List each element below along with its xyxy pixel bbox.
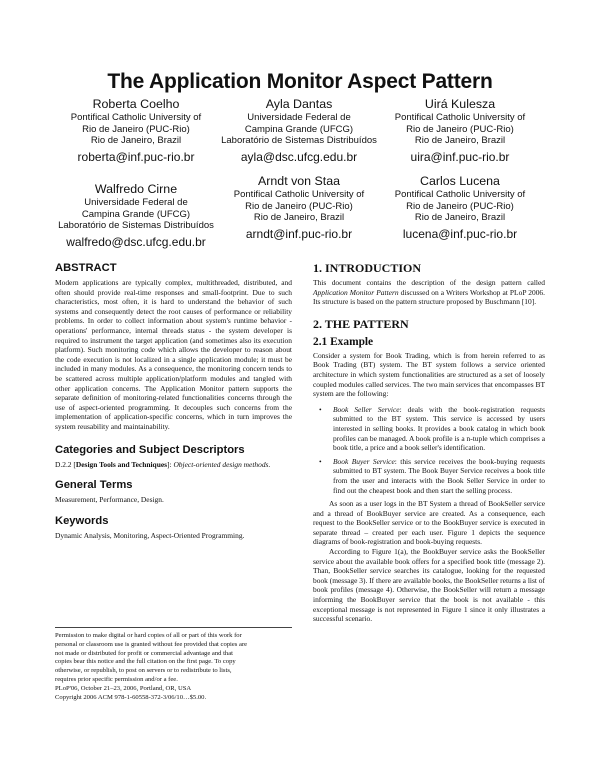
categories-italic: Object-oriented design methods. <box>173 459 271 469</box>
author-email[interactable]: uira@inf.puc-rio.br <box>410 149 510 164</box>
general-terms-heading: General Terms <box>55 479 133 492</box>
author-affiliation: Pontifical Catholic University of <box>233 189 365 200</box>
author-affiliation: Rio de Janeiro, Brazil <box>414 212 506 223</box>
left-column <box>55 262 292 540</box>
figure-paragraph: According to Figure 1(a), the BookBuyer service asks the BookSeller service about the available book offers for a specified book title (message 2). Than, BookSeller service searches its catalogue, looking for the requested book (message 3). If there are available books, the BookSeller returns a list of book profiles (message 4). Otherwise, the BookSeller will return a message informing the BookBuyer service that the book is not available - this exceptional message is not represented in Figure 1 since it only illustrates a successful scenario. <box>313 547 545 624</box>
copyright-line: PLoP'06, October 21–23, 2006, Portland, OR, USA <box>55 684 192 692</box>
intro-text-end: discussed on a Writers Workshop at PLoP 2006. Its structure is based on the pattern structure proposed by Buschmann [10]. <box>313 287 545 307</box>
author-name: Walfredo Cirne <box>94 182 178 196</box>
author-name: Ayla Dantas <box>265 97 333 111</box>
copyright-line: otherwise, or republish, to post on servers or to redistribute to lists, <box>55 667 232 675</box>
author-affiliation: Laboratório de Sistemas Distribuídos <box>58 220 214 231</box>
author-affiliation: Rio de Janeiro (PUC-Rio) <box>245 200 353 212</box>
copyright-line: personal or classroom use is granted without fee provided that copies are <box>55 640 248 648</box>
author-block <box>365 174 555 241</box>
bullet-icon: • <box>319 404 322 414</box>
categories-bold: Design Tools and Techniques <box>75 459 168 469</box>
service-description: : deals with the book-registration requests submitted to the BT system. This service is accessed by users interested in selling books. It provides a book catalog in which book profiles can be managed. A book profile is a n-tuple which comprises a book title, a price and a book seller's identification. <box>333 404 545 453</box>
author-affiliation: Universidade Federal de <box>247 112 351 123</box>
author-email[interactable]: ayla@dsc.ufcg.edu.br <box>240 149 358 164</box>
categories-sep: ]: <box>167 459 174 469</box>
keywords-heading: Keywords <box>55 514 109 527</box>
keywords-text: Dynamic Analysis, Monitoring, Aspect-Oriented Programming. <box>55 530 245 540</box>
list-item <box>313 405 545 453</box>
author-affiliation: Pontifical Catholic University of <box>394 112 526 123</box>
author-affiliation: Campina Grande (UFCG) <box>81 208 191 220</box>
author-affiliation: Rio de Janeiro, Brazil <box>414 135 506 146</box>
copyright-notice <box>55 627 292 702</box>
categories-heading: Categories and Subject Descriptors <box>55 443 245 456</box>
service-name: Book Seller Service <box>333 404 400 414</box>
author-affiliation: Campina Grande (UFCG) <box>244 123 354 135</box>
author-affiliation: Universidade Federal de <box>84 197 188 208</box>
paper-title: The Application Monitor Aspect Pattern <box>107 70 493 93</box>
intro-text-start: This document contains the description of the design pattern called <box>313 278 545 287</box>
intro-heading: 1. INTRODUCTION <box>313 261 422 275</box>
author-email[interactable]: arndt@inf.puc-rio.br <box>245 226 353 241</box>
intro-pattern-name: Application Monitor Pattern <box>313 287 399 297</box>
abstract-text: Modern applications are typically complex, multithreaded, distributed, and often should provide real-time responses and small-footprint. Due to such characteristics, most often, it is hard to understand the behavior of such systems and consequently detect the root causes of performance or reliability problems. In order to collect information about system's runtime behavior - operations' performance, internal threads status - the system developer is required to instrument the target application (and sometimes also its execution platform). Such monitoring code which allows the developer to reason about the code execution is not localized in a single application module; it must be included in many modules. As a consequence, the monitoring concern tends to be scattered across multiple application/platform modules and tangled with other application concerns. The Application Monitor pattern supports the separate definition of monitoring-related functionalities concerns through the use of aspect-oriented programming. It decouples such concerns from the implementation of application-specific concerns, which in turn improves the system reusability and maintainability. <box>55 278 292 431</box>
author-affiliation: Rio de Janeiro (PUC-Rio) <box>82 123 190 135</box>
author-email[interactable]: lucena@inf.puc-rio.br <box>402 226 518 241</box>
services-list <box>313 405 545 495</box>
categories-code: D.2.2 [ <box>55 459 76 469</box>
author-email[interactable]: walfredo@dsc.ufcg.edu.br <box>66 234 206 249</box>
copyright-line: not made or distributed for profit or commercial advantage and that <box>55 649 233 657</box>
intro-text <box>313 278 545 307</box>
general-terms-text: Measurement, Performance, Design. <box>55 495 164 505</box>
author-affiliation: Laboratório de Sistemas Distribuídos <box>221 135 377 146</box>
author-affiliation: Pontifical Catholic University of <box>394 189 526 200</box>
service-name: Book Buyer Service <box>333 456 395 466</box>
author-email[interactable]: roberta@inf.puc-rio.br <box>77 149 195 164</box>
example-heading: 2.1 Example <box>313 335 374 348</box>
copyright-line: requires prior specific permission and/or a fee. <box>55 675 178 683</box>
author-block <box>41 182 231 249</box>
author-affiliation: Rio de Janeiro, Brazil <box>90 135 182 146</box>
copyright-line: Permission to make digital or hard copies of all or part of this work for <box>55 632 242 639</box>
list-item <box>313 457 545 495</box>
author-block <box>365 97 555 164</box>
author-name: Uirá Kulesza <box>424 97 496 111</box>
abstract-heading: ABSTRACT <box>55 262 117 274</box>
service-description: : this service receives the book-buying requests submitted to BT system. The Book Buyer Service receives a book title from the user and interacts with the Book Seller Service in order to find out the cheapest book and then start the selling process. <box>333 456 545 495</box>
copyright-line: copies bear this notice and the full citation on the first page. To copy <box>55 658 236 666</box>
author-name: Carlos Lucena <box>420 174 500 188</box>
example-paragraph: Consider a system for Book Trading, which is from herein referred to as Book Trading (BT) system. The BT system follows a service oriented architecture in which system functionalities are structured as a set of loosely coupled modules called services. The two main services that encompasses BT system are the following: <box>313 350 545 399</box>
categories-text <box>55 460 292 470</box>
pattern-heading: 2. THE PATTERN <box>313 316 409 331</box>
author-name: Arndt von Staa <box>258 174 340 188</box>
author-affiliation: Rio de Janeiro (PUC-Rio) <box>406 200 514 212</box>
author-name: Roberta Coelho <box>92 97 180 111</box>
copyright-line: Copyright 2006 ACM 978-1-60558-372-3/06/10…$5.00. <box>55 693 207 701</box>
bullet-icon: • <box>319 456 322 466</box>
author-affiliation: Rio de Janeiro (PUC-Rio) <box>406 123 514 135</box>
right-column <box>313 262 545 624</box>
author-affiliation: Pontifical Catholic University of <box>70 112 202 123</box>
author-affiliation: Rio de Janeiro, Brazil <box>253 212 345 223</box>
threads-paragraph: As soon as a user logs in the BT System a thread of BookSeller service and a thread of BookBuyer service are created. As a consequence, each request to the BookSeller service or to the BookBuyer service is executed in separate thread – created per each user. Figure 1 depicts the sequence diagrams of book-registration and book-buying requests. <box>313 499 545 547</box>
author-block <box>41 97 231 164</box>
